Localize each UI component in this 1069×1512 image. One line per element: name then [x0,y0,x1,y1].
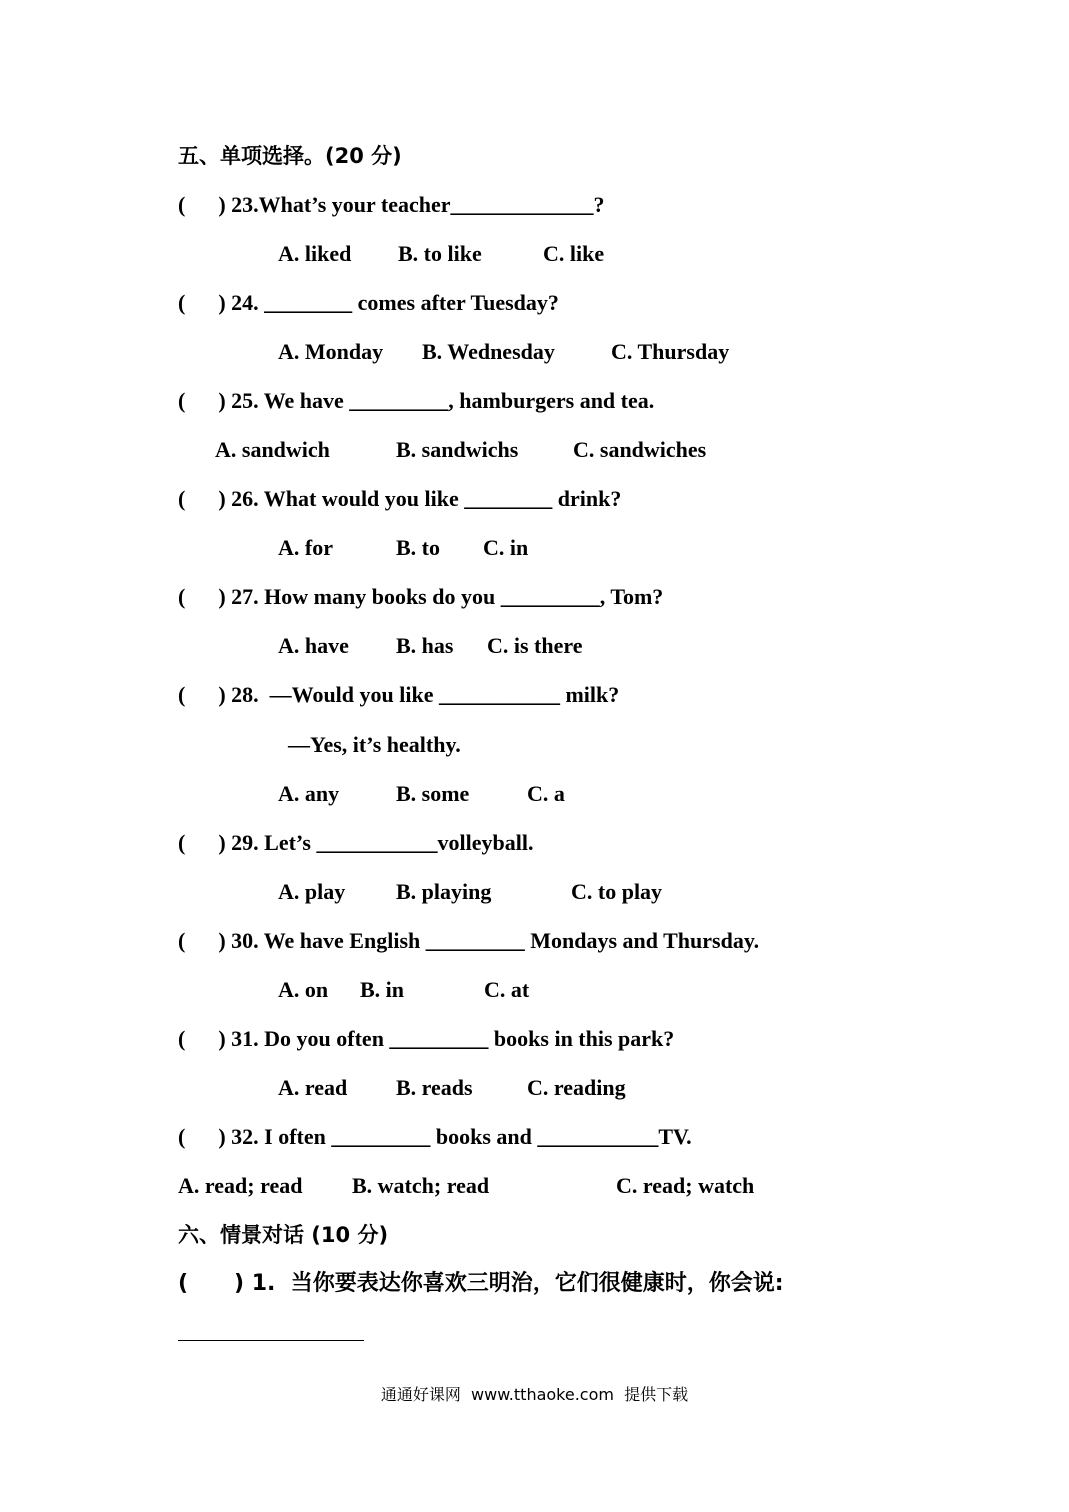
question-31-stem: ( ) 31. Do you often _________ books in this park? [178,1026,675,1051]
question-31-option-c: C. reading [527,1075,626,1100]
section-5-title: 五、单项选择。(20 分) [178,144,402,168]
question-31-option-b: B. reads [396,1075,473,1100]
question-26-option-a: A. for [278,535,333,560]
question-25-stem: ( ) 25. We have _________, hamburgers and tea. [178,388,655,413]
question-24-option-b: B. Wednesday [422,339,555,364]
question-27-option-a: A. have [278,633,349,658]
question-29-option-b: B. playing [396,879,492,904]
answer-blank-line [178,1340,364,1341]
question-26-option-c: C. in [483,535,529,560]
question-30-option-a: A. on [278,977,329,1002]
question-29-stem: ( ) 29. Let’s ___________volleyball. [178,830,534,855]
question-28-option-b: B. some [396,781,470,806]
question-30-option-c: C. at [484,977,530,1002]
question-32-option-b: B. watch; read [352,1173,490,1198]
question-23-option-c: C. like [543,241,605,266]
question-25-option-b: B. sandwichs [396,437,519,462]
question-30-option-b: B. in [360,977,405,1002]
dialogue-question-1: ( ) 1. 当你要表达你喜欢三明治，它们很健康时，你会说: [178,1271,784,1296]
question-29-option-c: C. to play [571,879,663,904]
question-24-option-c: C. Thursday [611,339,730,364]
question-27-option-b: B. has [396,633,454,658]
footer-source: 通通好课网 www.tthaoke.com 提供下载 [380,1385,689,1404]
question-28-reply: —Yes, it’s healthy. [288,732,461,757]
question-25-option-a: A. sandwich [215,437,330,462]
question-24-option-a: A. Monday [278,339,384,364]
question-24-stem: ( ) 24. ________ comes after Tuesday? [178,290,559,315]
question-26-stem: ( ) 26. What would you like ________ drink? [178,486,622,511]
question-30-stem: ( ) 30. We have English _________ Mondays and Thursday. [178,928,760,953]
section-6-title: 六、情景对话 (10 分) [178,1223,389,1247]
question-27-stem: ( ) 27. How many books do you _________, Tom? [178,584,664,609]
question-26-option-b: B. to [396,535,440,560]
question-23-stem: ( ) 23.What’s your teacher_____________? [178,192,605,217]
question-32-option-c: C. read; watch [616,1173,755,1198]
question-23-option-a: A. liked [278,241,352,266]
question-32-option-a: A. read; read [178,1173,303,1198]
question-29-option-a: A. play [278,879,346,904]
question-32-stem: ( ) 32. I often _________ books and ___________TV. [178,1124,692,1149]
question-23-option-b: B. to like [398,241,482,266]
question-28-option-c: C. a [527,781,565,806]
question-28-option-a: A. any [278,781,340,806]
question-31-option-a: A. read [278,1075,348,1100]
question-28-stem: ( ) 28. —Would you like ___________ milk? [178,682,620,707]
question-25-option-c: C. sandwiches [573,437,707,462]
question-27-option-c: C. is there [487,633,583,658]
